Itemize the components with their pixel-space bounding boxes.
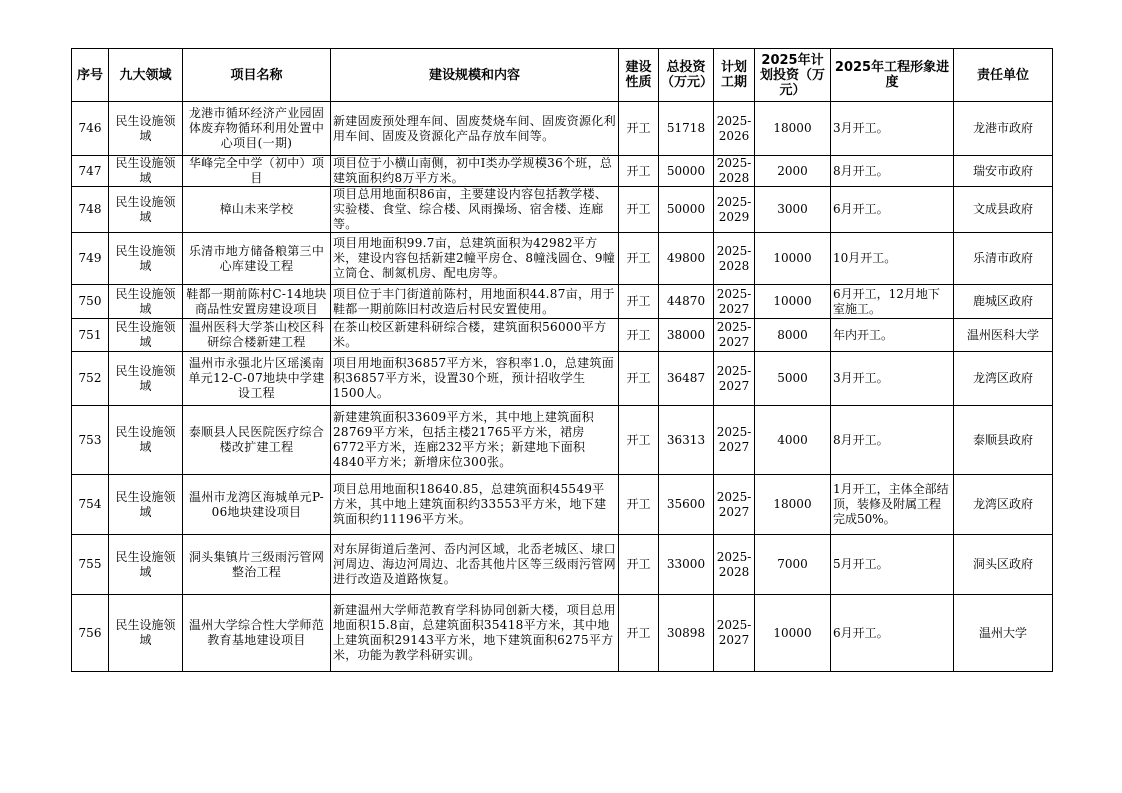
row-unit: 龙港市政府 (954, 102, 1053, 156)
row-name: 鞋都一期前陈村C-14地块商品性安置房建设项目 (183, 285, 331, 319)
row-progress: 10月开工。 (831, 233, 954, 285)
row-no: 747 (72, 156, 109, 187)
row-content: 项目位于小横山南侧，初中I类办学规模36个班，总建筑面积约8万平方米。 (331, 156, 619, 187)
row-plan2025: 5000 (755, 352, 831, 406)
row-domain: 民生设施领域 (109, 187, 183, 233)
row-progress: 8月开工。 (831, 406, 954, 475)
row-content: 项目总用地面积86亩，主要建设内容包括教学楼、实验楼、食堂、综合楼、风雨操场、宿舍楼、连廊等。 (331, 187, 619, 233)
row-nature: 开工 (619, 352, 659, 406)
row-nature: 开工 (619, 595, 659, 672)
row-period: 2025-2029 (714, 187, 755, 233)
row-no: 752 (72, 352, 109, 406)
row-total: 36313 (659, 406, 714, 475)
row-no: 755 (72, 535, 109, 595)
row-unit: 温州大学 (954, 595, 1053, 672)
row-total: 44870 (659, 285, 714, 319)
header-row (72, 49, 1053, 102)
row-period: 2025-2028 (714, 156, 755, 187)
row-content: 新建建筑面积33609平方米，其中地上建筑面积28769平方米，包括主楼21765平方米，裙房6772平方米，连廊232平方米；新建地下面积4840平方米；新增床位300张。 (331, 406, 619, 475)
row-unit: 文成县政府 (954, 187, 1053, 233)
row-period: 2025-2028 (714, 233, 755, 285)
row-no: 749 (72, 233, 109, 285)
row-unit: 乐清市政府 (954, 233, 1053, 285)
header-progress: 2025年工程形象进度 (831, 49, 954, 102)
row-plan2025: 10000 (755, 595, 831, 672)
row-period: 2025-2027 (714, 406, 755, 475)
row-nature: 开工 (619, 406, 659, 475)
row-content: 项目用地面积36857平方米，容积率1.0，总建筑面积36857平方米，设置30个班，预计招收学生1500人。 (331, 352, 619, 406)
row-progress: 6月开工。 (831, 187, 954, 233)
row-domain: 民生设施领域 (109, 352, 183, 406)
row-no: 750 (72, 285, 109, 319)
row-period: 2025-2027 (714, 475, 755, 535)
row-name: 温州市龙湾区海城单元P-06地块建设项目 (183, 475, 331, 535)
row-nature: 开工 (619, 475, 659, 535)
row-no: 751 (72, 319, 109, 352)
row-total: 36487 (659, 352, 714, 406)
row-unit: 温州医科大学 (954, 319, 1053, 352)
table-row (72, 595, 1053, 672)
row-nature: 开工 (619, 535, 659, 595)
row-name: 樟山未来学校 (183, 187, 331, 233)
header-nature: 建设性质 (619, 49, 659, 102)
row-domain: 民生设施领域 (109, 595, 183, 672)
row-total: 50000 (659, 187, 714, 233)
row-name: 华峰完全中学（初中）项目 (183, 156, 331, 187)
row-progress: 8月开工。 (831, 156, 954, 187)
row-nature: 开工 (619, 285, 659, 319)
row-progress: 年内开工。 (831, 319, 954, 352)
header-plan2025: 2025年计划投资（万元） (755, 49, 831, 102)
row-unit: 洞头区政府 (954, 535, 1053, 595)
header-content: 建设规模和内容 (331, 49, 619, 102)
row-name: 温州市永强北片区瑶溪南单元12-C-07地块中学建设工程 (183, 352, 331, 406)
row-no: 754 (72, 475, 109, 535)
row-domain: 民生设施领域 (109, 233, 183, 285)
row-total: 51718 (659, 102, 714, 156)
row-content: 项目用地面积99.7亩，总建筑面积为42982平方米，建设内容包括新建2幢平房仓、8幢浅圆仓、9幢立筒仓、制氮机房、配电房等。 (331, 233, 619, 285)
row-nature: 开工 (619, 319, 659, 352)
row-plan2025: 18000 (755, 102, 831, 156)
row-content: 项目位于丰门街道前陈村，用地面积44.87亩，用于鞋都一期前陈旧村改造后村民安置使用。 (331, 285, 619, 319)
row-domain: 民生设施领域 (109, 475, 183, 535)
row-no: 753 (72, 406, 109, 475)
row-period: 2025-2026 (714, 102, 755, 156)
row-period: 2025-2027 (714, 285, 755, 319)
row-plan2025: 8000 (755, 319, 831, 352)
table-row (72, 156, 1053, 187)
table-row (72, 285, 1053, 319)
table-row (72, 233, 1053, 285)
row-progress: 3月开工。 (831, 102, 954, 156)
row-period: 2025-2028 (714, 535, 755, 595)
row-total: 30898 (659, 595, 714, 672)
row-progress: 1月开工，主体全部结顶，装修及附属工程完成50%。 (831, 475, 954, 535)
row-plan2025: 3000 (755, 187, 831, 233)
row-domain: 民生设施领域 (109, 319, 183, 352)
table-row (72, 475, 1053, 535)
row-content: 新建温州大学师范教育学科协同创新大楼，项目总用地面积15.8亩，总建筑面积35418平方米，其中地上建筑面积29143平方米，地下建筑面积6275平方米，功能为教学科研实训。 (331, 595, 619, 672)
header-period: 计划工期 (714, 49, 755, 102)
row-period: 2025-2027 (714, 352, 755, 406)
table-row (72, 102, 1053, 156)
row-unit: 泰顺县政府 (954, 406, 1053, 475)
table-row (72, 406, 1053, 475)
row-period: 2025-2027 (714, 595, 755, 672)
row-domain: 民生设施领域 (109, 535, 183, 595)
row-nature: 开工 (619, 187, 659, 233)
row-no: 756 (72, 595, 109, 672)
row-plan2025: 10000 (755, 233, 831, 285)
row-unit: 瑞安市政府 (954, 156, 1053, 187)
row-total: 50000 (659, 156, 714, 187)
row-domain: 民生设施领域 (109, 156, 183, 187)
row-nature: 开工 (619, 156, 659, 187)
row-name: 龙港市循环经济产业园固体废弃物循环利用处置中心项目(一期) (183, 102, 331, 156)
header-unit: 责任单位 (954, 49, 1053, 102)
table-row (72, 187, 1053, 233)
row-total: 49800 (659, 233, 714, 285)
header-total: 总投资（万元） (659, 49, 714, 102)
row-no: 746 (72, 102, 109, 156)
row-unit: 鹿城区政府 (954, 285, 1053, 319)
row-plan2025: 4000 (755, 406, 831, 475)
row-domain: 民生设施领域 (109, 102, 183, 156)
row-unit: 龙湾区政府 (954, 352, 1053, 406)
row-content: 项目总用地面积18640.85，总建筑面积45549平方米，其中地上建筑面积约33553平方米，地下建筑面积约11196平方米。 (331, 475, 619, 535)
table-row (72, 352, 1053, 406)
header-no: 序号 (72, 49, 109, 102)
row-domain: 民生设施领域 (109, 285, 183, 319)
project-table (71, 48, 1053, 672)
row-total: 35600 (659, 475, 714, 535)
row-plan2025: 2000 (755, 156, 831, 187)
row-nature: 开工 (619, 233, 659, 285)
row-no: 748 (72, 187, 109, 233)
row-content: 新建固废预处理车间、固废焚烧车间、固废资源化利用车间、固废及资源化产品存放车间等。 (331, 102, 619, 156)
header-name: 项目名称 (183, 49, 331, 102)
row-name: 洞头集镇片三级雨污管网整治工程 (183, 535, 331, 595)
row-period: 2025-2027 (714, 319, 755, 352)
row-name: 温州医科大学茶山校区科研综合楼新建工程 (183, 319, 331, 352)
row-domain: 民生设施领域 (109, 406, 183, 475)
row-plan2025: 7000 (755, 535, 831, 595)
row-progress: 6月开工。 (831, 595, 954, 672)
row-plan2025: 18000 (755, 475, 831, 535)
row-plan2025: 10000 (755, 285, 831, 319)
row-unit: 龙湾区政府 (954, 475, 1053, 535)
row-progress: 5月开工。 (831, 535, 954, 595)
row-total: 38000 (659, 319, 714, 352)
row-content: 对东屏街道后垄河、岙内河区域，北岙老城区、埭口河周边、海边河周边、北岙其他片区等三级雨污管网进行改造及道路恢复。 (331, 535, 619, 595)
row-progress: 6月开工，12月地下室施工。 (831, 285, 954, 319)
row-total: 33000 (659, 535, 714, 595)
table-row (72, 319, 1053, 352)
row-name: 温州大学综合性大学师范教育基地建设项目 (183, 595, 331, 672)
table-row (72, 535, 1053, 595)
row-progress: 3月开工。 (831, 352, 954, 406)
header-domain: 九大领域 (109, 49, 183, 102)
row-content: 在茶山校区新建科研综合楼，建筑面积56000平方米。 (331, 319, 619, 352)
row-nature: 开工 (619, 102, 659, 156)
row-name: 乐清市地方储备粮第三中心库建设工程 (183, 233, 331, 285)
row-name: 泰顺县人民医院医疗综合楼改扩建工程 (183, 406, 331, 475)
